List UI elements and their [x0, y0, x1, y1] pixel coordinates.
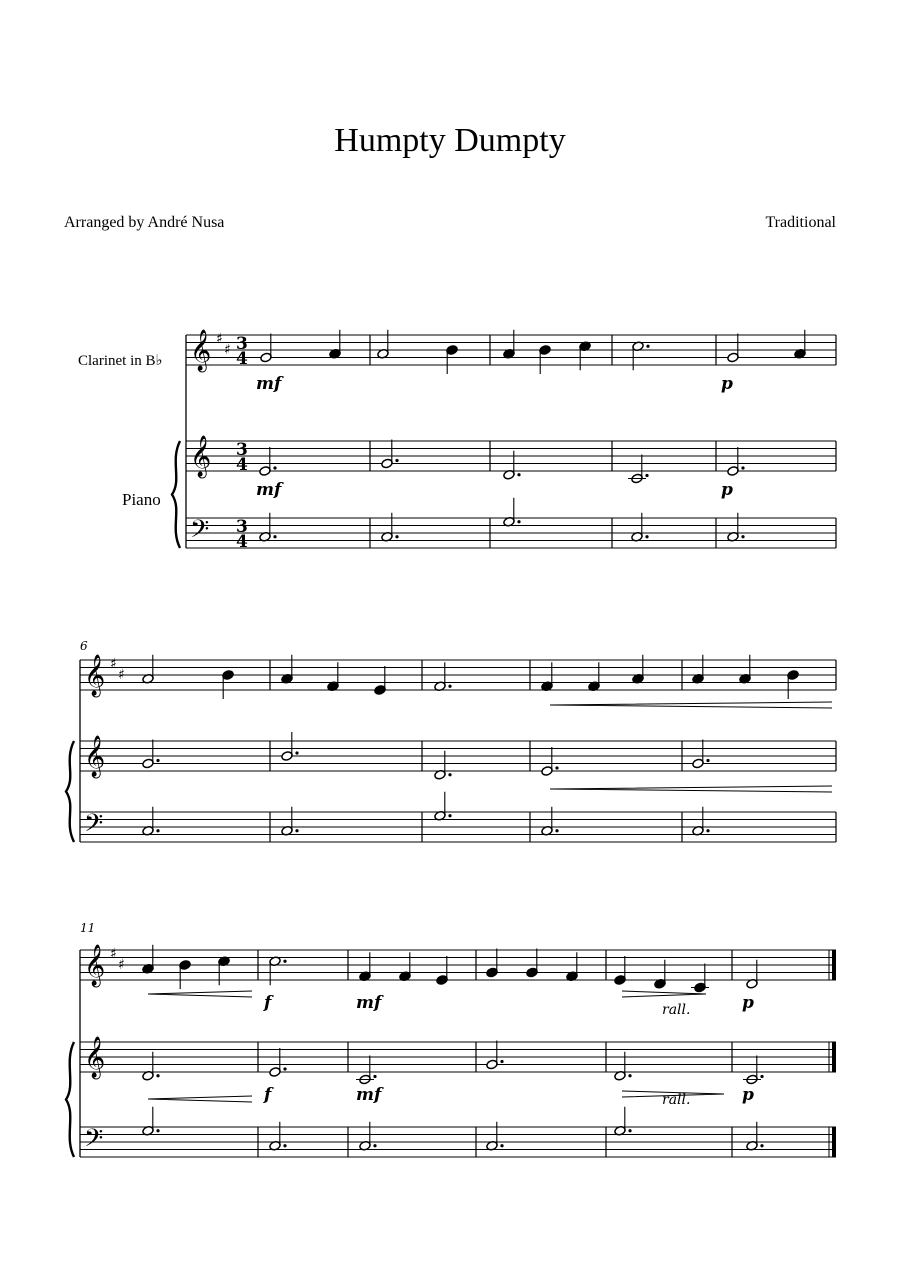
- note-dot: [517, 473, 520, 476]
- dynamic-p: p: [721, 374, 733, 394]
- treble-clef-icon: 𝄞: [84, 1037, 106, 1078]
- dynamic-f: f: [264, 1085, 272, 1105]
- treble-clef-icon: 𝄞: [190, 436, 212, 477]
- treble-clef-icon: 𝄞: [84, 945, 106, 986]
- sharp-icon: ♯: [224, 342, 231, 358]
- measure-number: 6: [80, 639, 88, 653]
- note-dot: [295, 829, 298, 832]
- note-dot: [283, 1144, 286, 1147]
- note-dot: [760, 1144, 763, 1147]
- note-dot: [373, 1075, 376, 1078]
- bass-clef-icon: 𝄢: [84, 809, 104, 844]
- time-signature-bottom: 4: [236, 532, 248, 552]
- arranger-credit: Arranged by André Nusa: [64, 214, 225, 231]
- dynamic-mf: mf: [356, 993, 382, 1013]
- time-signature-bottom: 4: [236, 349, 248, 369]
- dynamic-mf: mf: [256, 374, 282, 394]
- sharp-icon: ♯: [118, 667, 125, 683]
- crescendo-hairpin: [148, 1096, 252, 1102]
- note-dot: [273, 535, 276, 538]
- dynamic-mf: mf: [356, 1085, 382, 1105]
- treble-clef-icon: 𝄞: [190, 330, 212, 371]
- bass-clef-icon: 𝄢: [84, 1124, 104, 1159]
- piano-brace-icon: [172, 441, 180, 548]
- note-dot: [555, 829, 558, 832]
- note-dot: [645, 535, 648, 538]
- time-signature-top: 3: [236, 517, 248, 537]
- note-dot: [156, 829, 159, 832]
- note-dot: [741, 535, 744, 538]
- piano-label: Piano: [122, 490, 161, 509]
- note-dot: [628, 1074, 631, 1077]
- note-dot: [283, 1067, 286, 1070]
- crescendo-hairpin: [148, 991, 252, 997]
- time-signature-top: 3: [236, 334, 248, 354]
- measure-number: 11: [80, 921, 96, 935]
- treble-clef-icon: 𝄞: [84, 736, 106, 777]
- dynamic-f: f: [264, 993, 272, 1013]
- time-signature-top: 3: [236, 440, 248, 460]
- note-dot: [706, 759, 709, 762]
- sharp-icon: ♯: [216, 331, 223, 347]
- note-dot: [628, 1129, 631, 1132]
- note-dot: [741, 466, 744, 469]
- note-dot: [500, 1144, 503, 1147]
- composer-credit: Traditional: [765, 214, 836, 231]
- crescendo-hairpin: [550, 702, 832, 708]
- note-dot: [646, 345, 649, 348]
- note-dot: [448, 814, 451, 817]
- piano-brace-icon: [66, 741, 74, 842]
- decrescendo-hairpin: [622, 991, 706, 997]
- sharp-icon: ♯: [118, 957, 125, 973]
- note-dot: [760, 1075, 763, 1078]
- note-dot: [517, 520, 520, 523]
- bass-clef-icon: 𝄢: [190, 515, 210, 550]
- clarinet-label: Clarinet in B♭: [78, 353, 163, 369]
- time-signature-bottom: 4: [236, 455, 248, 475]
- note-dot: [645, 474, 648, 477]
- note-dot: [395, 459, 398, 462]
- dynamic-mf: mf: [256, 480, 282, 500]
- note-dot: [273, 466, 276, 469]
- rall-mark: rall.: [662, 1092, 691, 1108]
- piano-brace-icon: [66, 1042, 74, 1157]
- note-dot: [448, 773, 451, 776]
- crescendo-hairpin: [550, 786, 832, 792]
- sharp-icon: ♯: [110, 946, 117, 962]
- note-dot: [156, 759, 159, 762]
- note-dot: [555, 766, 558, 769]
- note-dot: [156, 1129, 159, 1132]
- note-dot: [500, 1060, 503, 1063]
- note-dot: [283, 960, 286, 963]
- dynamic-p: p: [721, 480, 733, 500]
- page-title: Humpty Dumpty: [334, 122, 566, 159]
- note-dot: [373, 1144, 376, 1147]
- note-dot: [295, 751, 298, 754]
- dynamic-p: p: [742, 1085, 754, 1105]
- note-dot: [706, 829, 709, 832]
- note-dot: [395, 535, 398, 538]
- treble-clef-icon: 𝄞: [84, 655, 106, 696]
- rall-mark: rall.: [662, 1002, 691, 1018]
- note-dot: [156, 1074, 159, 1077]
- sharp-icon: ♯: [110, 656, 117, 672]
- note-dot: [448, 685, 451, 688]
- dynamic-p: p: [742, 993, 754, 1013]
